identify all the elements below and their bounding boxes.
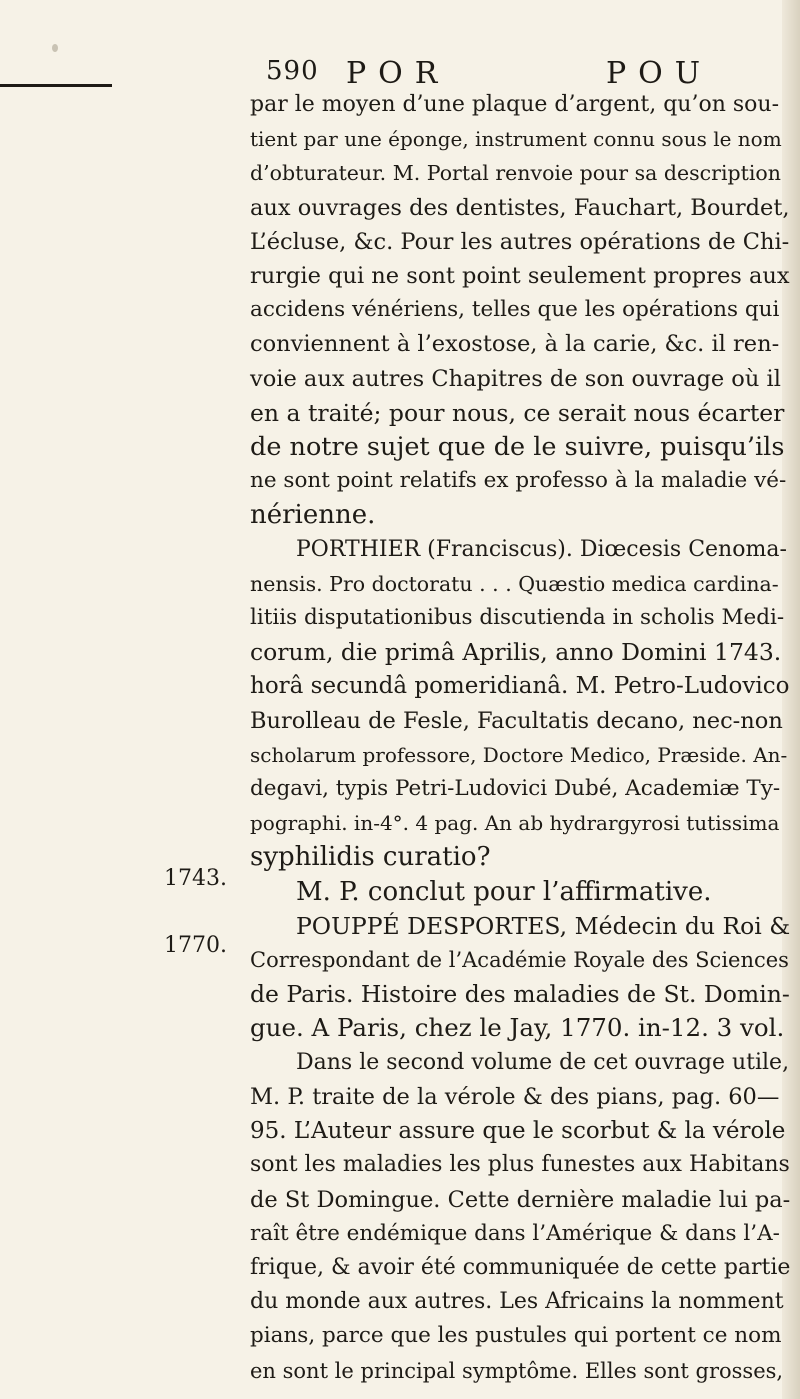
text-line: degavi, typis Petri-Ludovici Dubé, Academiæ Ty- — [250, 776, 781, 802]
header-rule — [0, 84, 112, 87]
text-line: L’écluse, &c. Pour les autres opérations de Chi- — [250, 228, 790, 255]
text-line: voie aux autres Chapitres de son ouvrage où il — [250, 365, 781, 392]
text-line: conviennent à l’exostose, à la carie, &c. il ren- — [250, 331, 780, 358]
text-line: syphilidis curatio? — [250, 842, 491, 873]
text-line: accidens vénériens, telles que les opérations qui — [250, 297, 780, 323]
text-line: ne sont point relatifs ex professo à la maladie vé- — [250, 468, 787, 494]
text-line: aux ouvrages des dentistes, Fauchart, Bourdet, — [250, 194, 790, 221]
text-line: du monde aux autres. Les Africains la nomment — [250, 1289, 784, 1315]
text-line: en sont le principal symptôme. Elles sont grosses, — [250, 1358, 784, 1383]
running-head-right: POU — [606, 56, 713, 91]
page-number: 590 — [266, 56, 319, 86]
text-line: scholarum professore, Doctore Medico, Præside. An- — [250, 742, 788, 767]
text-line: de St Domingue. Cette dernière maladie lui pa- — [250, 1186, 791, 1213]
text-line: 95. L’Auteur assure que le scorbut & la vérole — [250, 1118, 786, 1145]
text-line: Dans le second volume de cet ouvrage utile, — [296, 1049, 790, 1075]
text-line: M. P. traite de la vérole & des pians, pag. 60— — [250, 1083, 780, 1110]
text-line: frique, & avoir été communiquée de cette partie — [250, 1254, 791, 1280]
text-line: pians, parce que les pustules qui portent ce nom — [250, 1323, 782, 1349]
text-line: de notre sujet que de le suivre, puisqu’ils — [250, 432, 785, 463]
text-line: gue. A Paris, chez le Jay, 1770. in-12. 3 vol. — [250, 1013, 785, 1043]
ink-speck — [52, 44, 58, 52]
text-line: pographi. in-4°. 4 pag. An ab hydrargyrosi tutissima — [250, 811, 780, 836]
text-line: en a traité; pour nous, ce serait nous écarter — [250, 398, 785, 427]
text-line: corum, die primâ Aprilis, anno Domini 1743. — [250, 638, 782, 667]
text-line: M. P. conclut pour l’affirmative. — [296, 876, 712, 907]
entry-porthier: PORTHIER (Franciscus). Diœcesis Cenoma- — [296, 536, 787, 562]
text-line: horâ secundâ pomeridianâ. M. Petro-Ludovico — [250, 673, 790, 700]
text-line: nérienne. — [250, 500, 376, 531]
margin-note-1770: 1770. — [164, 933, 227, 958]
text-line: Burolleau de Fesle, Facultatis decano, nec-non — [250, 707, 783, 734]
text-line: tient par une éponge, instrument connu sous le nom — [250, 127, 782, 152]
text-line: sont les maladies les plus funestes aux Habitans — [250, 1152, 790, 1178]
text-line: nensis. Pro doctoratu . . . Quæstio medica cardina- — [250, 571, 779, 596]
text-line: par le moyen d’une plaque d’argent, qu’on sou- — [250, 92, 779, 117]
text-line: litiis disputationibus discutienda in scholis Medi- — [250, 605, 785, 631]
text-line: de Paris. Histoire des maladies de St. Domin- — [250, 980, 790, 1009]
text-line: raît être endémique dans l’Amérique & dans l’A- — [250, 1220, 780, 1246]
running-head-left: POR — [346, 56, 450, 91]
text-line: rurgie qui ne sont point seulement propres aux — [250, 263, 790, 290]
text-line: Correspondant de l’Académie Royale des Sciences — [250, 948, 789, 973]
margin-note-1743: 1743. — [164, 866, 227, 891]
entry-pouppe-desportes: POUPPÉ DESPORTES, Médecin du Roi & — [296, 911, 791, 940]
text-line: d’obturateur. M. Portal renvoie pour sa description — [250, 161, 781, 186]
body-text — [250, 88, 790, 1388]
